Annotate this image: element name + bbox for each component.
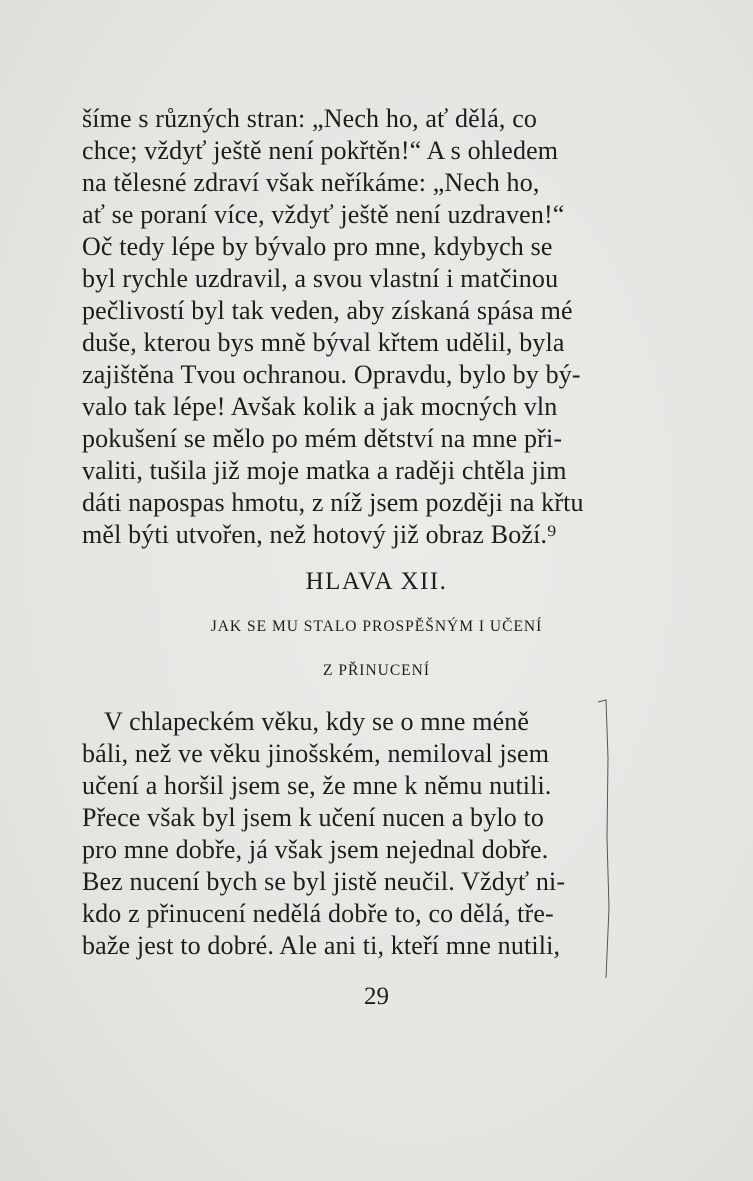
- text-line: Oč tedy lépe by bývalo pro mne, kdybych se: [82, 232, 553, 261]
- text-line: valo tak lépe! Avšak kolik a jak mocných vln: [82, 392, 558, 421]
- chapter-subtitle: JAK SE MU STALO PROSPĚŠNÝM I UČENÍ: [210, 618, 543, 635]
- text-line: učení a horšil jsem se, že mne k němu nutili.: [82, 771, 552, 800]
- text-line: báli, než ve věku jinošském, nemiloval jsem: [82, 739, 550, 768]
- text-line: šíme s různých stran: „Nech ho, ať dělá, co: [82, 104, 538, 133]
- text-line: dáti napospas hmotu, z níž jsem později na křtu: [82, 488, 584, 517]
- text-line: V chlapeckém věku, kdy se o mne méně: [104, 707, 530, 736]
- margin-pencil-mark: [596, 698, 616, 980]
- text-line: Bez nucení bych se byl jistě neučil. Vždyť ni-: [82, 867, 566, 896]
- text-line: ať se poraní více, vždyť ještě není uzdraven!“: [82, 200, 565, 229]
- text-line: pokušení se mělo po mém dětství na mne při-: [82, 424, 563, 453]
- text-line: duše, kterou bys mně býval křtem udělil, byla: [82, 328, 565, 357]
- text-line: valiti, tušila již moje matka a raději chtěla jim: [82, 456, 567, 485]
- text-line: pro mne dobře, já však jsem nejednal dobře.: [82, 835, 549, 864]
- text-line: zajištěna Tvou ochranou. Opravdu, bylo by bý-: [82, 360, 581, 389]
- text-line: chce; vždyť ještě není pokřtěn!“ A s ohledem: [82, 136, 559, 165]
- text-line: kdo z přinucení nedělá dobře to, co dělá, tře-: [82, 899, 554, 928]
- text-line: byl rychle uzdravil, a svou vlastní i matčinou: [82, 264, 559, 293]
- text-line: měl býti utvořen, než hotový již obraz Boží.⁹: [82, 520, 557, 549]
- text-line: baže jest to dobré. Ale ani ti, kteří mne nutili,: [82, 931, 561, 960]
- chapter-title: HLAVA XII.: [305, 568, 448, 595]
- text-line: na tělesné zdraví však neříkáme: „Nech ho,: [82, 168, 540, 197]
- page-number: 29: [364, 983, 389, 1010]
- chapter-subtitle: Z PŘINUCENÍ: [322, 662, 430, 679]
- text-line: pečlivostí byl tak veden, aby získaná spása mé: [82, 296, 573, 325]
- text-line: Přece však byl jsem k učení nucen a bylo to: [82, 803, 545, 832]
